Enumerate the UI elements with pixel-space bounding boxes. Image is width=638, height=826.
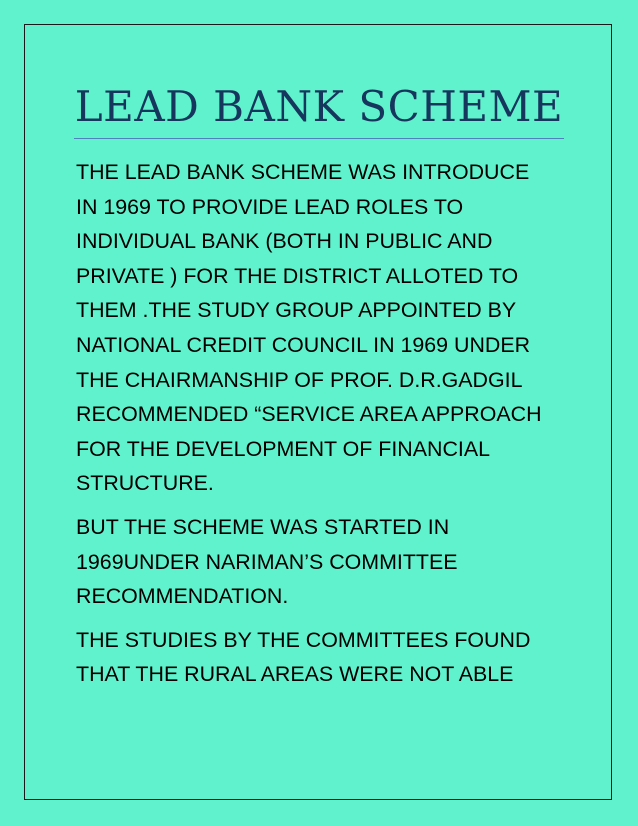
- paragraph-introduction: [76, 155, 581, 501]
- text-line: THE LEAD BANK SCHEME WAS INTRODUCE: [76, 160, 530, 184]
- text-line: RECOMMENDED “SERVICE AREA APPROACH: [76, 402, 542, 427]
- text-line: NATIONAL CREDIT COUNCIL IN 1969 UNDER: [76, 332, 531, 357]
- text-line: 1969UNDER NARIMAN’S COMMITTEE: [76, 549, 458, 574]
- page-title: LEAD BANK SCHEME: [74, 82, 564, 131]
- text-line: THEM .THE STUDY GROUP APPOINTED BY: [76, 298, 517, 323]
- text-line: RECOMMENDATION.: [76, 584, 289, 609]
- text-line: THE CHAIRMANSHIP OF PROF. D.R.GADGIL: [76, 367, 523, 392]
- text-line: STRUCTURE.: [76, 471, 214, 496]
- paragraph-studies: [76, 623, 581, 692]
- paragraph-start: [76, 510, 581, 614]
- text-line: INDIVIDUAL BANK (BOTH IN PUBLIC AND: [76, 229, 493, 254]
- text-line: PRIVATE ) FOR THE DISTRICT ALLOTED TO: [76, 263, 519, 288]
- body-text: [76, 155, 581, 701]
- title-underline: [74, 138, 564, 139]
- text-line: THAT THE RURAL AREAS WERE NOT ABLE: [76, 662, 514, 687]
- text-line: BUT THE SCHEME WAS STARTED IN: [76, 514, 450, 539]
- text-line: IN 1969 TO PROVIDE LEAD ROLES TO: [76, 194, 464, 219]
- text-line: THE STUDIES BY THE COMMITTEES FOUND: [76, 627, 531, 652]
- text-line: FOR THE DEVELOPMENT OF FINANCIAL: [76, 436, 491, 461]
